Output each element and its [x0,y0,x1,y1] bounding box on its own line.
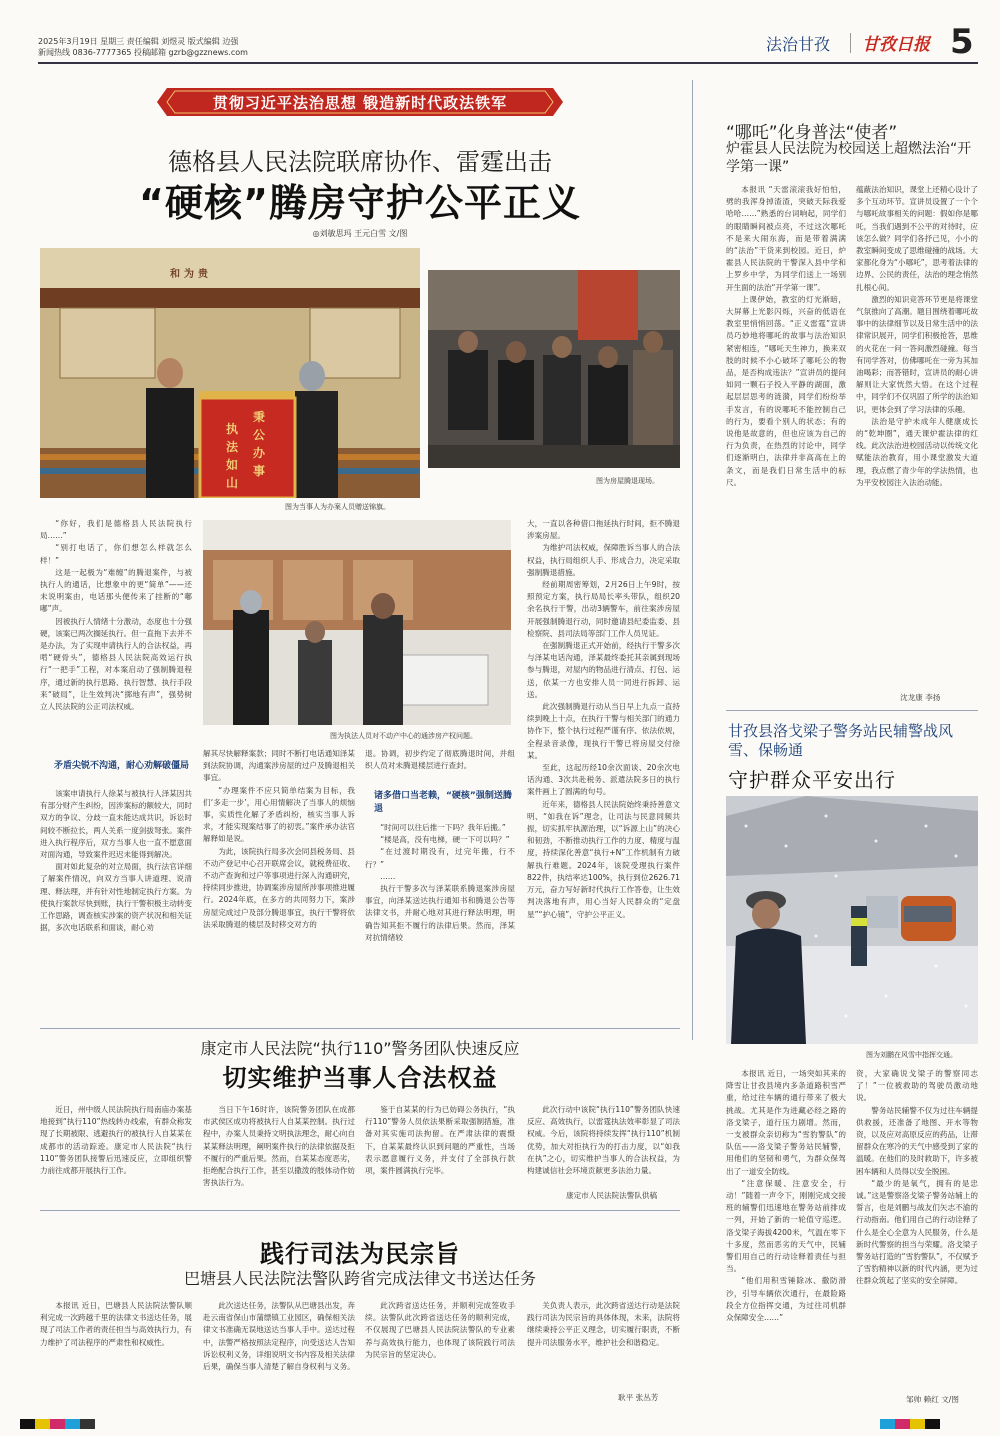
kangding-col-2 [203,1104,355,1202]
photo-eviction-scene [428,270,680,468]
kangding-col-4 [527,1104,680,1184]
plaque-char: 秉 [253,410,266,424]
paragraph: 为维护司法权威，保障胜诉当事人的合法权益，执行局组织人手、形成合力，决定采取强制腾退措施。 [527,543,680,577]
paragraph: 该案申请执行人徐某与被执行人泽某因共有部分财产生纠纷，因涉案标的额较大，同时双方的争议、分歧一直未能达成共识，诉讼时间较不断拉长，两人关系一度剑拔弩张。案件进入执行程序后，双方当事人也一直不愿意面对面沟通，导致案件迟迟未能得到解决。 [40,789,192,860]
main-kicker: 德格县人民法院联席协作、雷霆出击 [168,148,552,176]
paper-name: 甘孜日报 [862,35,930,55]
photo-snow-drawing [726,796,978,1044]
photo1-caption: 图为当事人为办案人员赠送锦旗。 [285,503,390,511]
photo-office-drawing [203,520,511,725]
paragraph: 鉴于自某某的行为已妨碍公务执行，“执行110”警务人员依法果断采取强制措施，准备对其实施司法拘留。在严肃法律的震慑下，自某某最终认识到问题的严重性，当场表示愿意履行义务，并支付了全部执行款项，案件圆满执行完毕。 [365,1105,515,1176]
subhead-1: 矛盾尖锐不沟通，耐心劝解破僵局 [54,761,190,771]
contact-line: 新闻热线 0836-7777365 投稿邮箱 gzrb@gzznews.com [38,48,248,57]
main-col3 [365,748,515,778]
paragraph: 蕴蔽法治知识，课堂上还精心设计了多个互动环节。宣讲员设置了一个个与哪吒故事相关的问题：假如你是哪吒，当我们遇到不公平的对待时，应该怎么做？同学们各抒己见，小小的教室瞬间变成了思维碰撞的战场。大家都化身为“小哪吒”，思考着法律的边界、公民的责任，法治的理念悄然扎根心间。 [856,185,978,292]
sidebar-top-author: 沈龙康 李扬 [900,693,941,702]
paragraph: 激烈的知识竞答环节更是将课堂气氛推向了高潮。题目围绕着哪吒故事中的法律细节以及日常生活中的法律常识展开，同学们积极抢答，思维的火花在一问一答间激烈碰撞。每当有同学答对，仿佛哪吒在一旁为其加油喝彩；而答错时，宣讲员的耐心讲解则让大家恍然大悟。在这个过程中，同学们不仅巩固了所学的法治知识，更体会到了学习法律的乐趣。 [856,294,978,414]
paragraph: 本报讯 近日，巴塘县人民法院法警队顺利完成一次跨越千里的法律文书送达任务，展现了司法工作者的责任担当与高效执行力，有力维护了司法程序的严肃性和权威性。 [40,1301,192,1347]
plaque-char: 法 [226,440,239,454]
paragraph: “楼是高，没有电梯，硬一下可以吗？” [380,835,510,845]
color-registration-right [880,1414,980,1424]
photo-eviction-drawing [428,270,680,468]
page-number: 5 [950,22,974,62]
section-name: 法治甘孜 [766,35,831,54]
sidebar-bottom-title: 守护群众平安出行 [728,768,896,792]
plaque-char: 公 [253,428,266,442]
paragraph: 经前期周密筹划，2月26日上午9时，按照预定方案，执行局局长率头带队，组织20余名执行干警，出动3辆警车，前往案涉房屋开展强制腾退行动，同时邀请县纪委监委、县检察院、县司法局等部门工作人员见证。 [527,580,680,638]
batang-col-2 [203,1300,355,1396]
kangding-kicker: 康定市人民法院“执行110”警务团队快速反应 [200,1039,520,1058]
banner-text: 贯彻习近平法治思想 锻造新时代政法铁军 [212,94,508,112]
subhead-2: 诸多借口当老赖，“硬核”强制送腾退 [374,791,512,814]
paragraph: 法治是守护未成年人健康成长的“乾坤圈”，通天课炉霍法律的红线。此次法治进校园活动以传统文化赋能法治教育，用小课堂激发大道理，我点燃了青少年的学法热情，也为平安校园注入法治动能。 [856,416,978,487]
main-col2 [203,748,355,1016]
paragraph: 此次行动中该院“执行110”警务团队快速反应、高效执行，以雷霆执法效率彰显了司法权威。今后，该院将持续发挥“执行110”机制优势，加大对拒执行为的打击力度，以“如我在执”之心，切实维护当事人的合法权益，为构建诚信社会环境贡献更多法治力量。 [527,1105,680,1176]
main-col4 [527,518,680,1016]
paragraph: 近年来，德格县人民法院始终秉持善意文明、“如我在诉”理念，让司法与民意同频共振，切实抓牢执源治理，以“诉源上山”的决心和韧劲，不断推动执行工作的力度、精度与温度，持续深化善意“执行+N”工作机制有力破解执行难题。2024年，该院受理执行案件822件，执结率达100%，执行到位2626.71万元，奋力写好新时代执行工作答卷，让生效判决落地有声，用心当好人民群众的“定盘星”“护心镜”，守护公平正义。 [527,799,680,919]
plaque-char: 如 [226,458,239,472]
kangding-title: 切实维护当事人合法权益 [222,1064,498,1092]
date-line: 2025年3月19日 星期三 责任编辑 刘煜灵 版式编辑 边强 [38,37,239,46]
paragraph: …… [380,871,396,881]
sidebar-bottom-kicker: 甘孜县洛戈梁子警务站民辅警战风雪、保畅通 [728,722,954,759]
batang-kicker: 践行司法为民宗旨 [260,1240,460,1268]
color-registration-left [20,1414,140,1424]
paragraph: “在过渡时期没有，过完年搬，行不行？” [365,847,515,869]
paragraph: “办理案件不应只简单结案为目标，我们‘多走一步’，用心用情解决了当事人的烦恼事，实质性化解了矛盾纠纷，核实当事人诉求，才能实现案结事了的初衷。”案件承办法官解释如是说。 [203,785,355,844]
paragraph: 上课伊始，教室的灯光渐暗，大屏幕上光影闪烁，兴奋的低语在教室里悄悄回荡。“正义雷霆”宣讲员巧妙地将哪吒的故事与法治知识紧密相连，“哪吒天生神力，换来双肢的时候不小心破坏了哪吒公的物品，是否构成违法？”宣讲员的提问如同一颗石子投入平静的湖面，激起层层思考的涟漪，同学们纷纷举手发言，有的说哪吒不能控制自己的行为，要看个别人的状态；有的说他是故意的，但也应该为自己的行为负责，在热烈的讨论中，同学们逐渐明白，法律并非高高在上的条文，而是我们日常生活中的标尺。 [726,294,846,487]
kangding-top-rule [40,1028,680,1029]
paragraph: 面对如此复杂的对立局面，执行法官详细了解案件情况，向双方当事人讲道理、说清理、释法理，并有针对性地制定执行方案。为使执行案款尽快到账，执行干警积极主动转变工作思路，调查核实涉案的资产状况和相关证据，多次电话联系和面谈，耐心劝 [40,862,192,933]
sidebar-bottom-author: 邹帅 赖红 文/图 [906,1395,959,1404]
paragraph: 近日，州中级人民法院执行局南庙办案基地接到“执行110”热线转办线索，有群众称发现了长期被限、逃避执行的被执行人自某某在成都市的活动踪迹。康定市人民法院“执行110”警务团队接警后迅速反应，立即组织警力前往成都开展执行工作。 [40,1105,192,1176]
sidebar-top-title: 炉霍县人民法院为校园送上超燃法治“开学第一课” [726,141,972,175]
sidebar-top-kicker: “哪吒”化身普法“使者” [726,123,898,143]
sidebar-top-col-a [726,184,846,704]
paragraph: 解其尽快解释案款；同时不断打电话通知泽某到法院协调，沟通案涉房屋的过户及腾退相关事宜。 [203,749,355,783]
main-col1b [40,788,192,1016]
photo-property-office [203,520,511,725]
main-col3b [365,822,515,1016]
plaque-col-right [253,408,267,480]
batang-author: 耿平 张丛芳 [618,1393,659,1402]
paragraph: 此次跨省送达任务，并顺利完成签收手续。法警队此次跨省送达任务的顺利完成，不仅展现了巴塘县人民法院法警队的专业素养与高效执行能力，也体现了该院践行司法为民宗旨的坚定决心。 [365,1301,515,1359]
paragraph: 为此，该院执行局多次会同县税务局、县不动产登记中心召开联席会议，就税费征收、不动产查询和过户等事项进行深入沟通研究，持续同步推进，协调案涉房屋所涉事项推进履行。2024年底，在多方的共同努力下，案涉房屋完成过户及部分腾退事宜，执行干警将依法采取腾退的楼层及时移交对方的 [203,846,355,929]
paragraph: 当日下午16时许，该院警务团队在成都市武侯区成功将被执行人自某某控制。执行过程中，办案人员秉持文明执法理念，耐心向自某某释法明理，阐明案件执行的法律依据及拒不履行的严重后果。然而，自某某态度恶劣，拒绝配合执行工作，甚至以撒泼的肢体动作妨害执法行为。 [203,1105,355,1188]
main-title: “硬核”腾房守护公平正义 [139,181,581,225]
sidebar-top-col-b [856,184,978,676]
column-rule [692,80,693,1040]
batang-title: 巴塘县人民法院法警队跨省完成法律文书送达任务 [183,1269,536,1288]
sidebar-bottom-col-b [856,1068,978,1390]
paragraph: 这是一起极为“难缠”的腾退案件，与被执行人的通话，比想象中的更“简单”——还未说明案由，电话那头便传来了挂断的“嘟嘟”声。 [40,567,192,614]
masthead [0,0,1000,64]
kangding-author: 康定市人民法院法警队供稿 [566,1191,658,1200]
paragraph: 此次强制腾退行动从当日早上九点一直持续到晚上十点，在执行干警与相关部门的通力协作下，整个执行过程严谨有序、依法依规，全程录音录像，现执行干警已将房屋交付徐某。 [527,702,680,760]
sidebar-bottom-col-a [726,1068,846,1390]
kangding-col-1 [40,1104,192,1202]
batang-col-4 [527,1300,680,1384]
plaque-top: 和为贵 [170,269,212,280]
paragraph: 退。协调，初步约定了彻底腾退时间，并组织人员对未腾退楼层进行查封。 [365,749,515,771]
paragraph: 执行干警多次与泽某联系腾退案涉房屋事宜，向泽某送达执行通知书和腾退公告等法律文书，并耐心地对其进行释法明理，明确告知其拒不履行的法律后果。然而，泽某对抗情绪较 [365,884,515,942]
snow-photo-caption: 图为刘鹏在风雪中指挥交通。 [866,1051,957,1059]
paragraph: “注意保暖、注意安全，行动！”随着一声令下，刚刚完成交接班的辅警们迅速地在警务站前排成一列，开始了新的一轮值守巡逻。洛戈梁子海拔4200米，气温在零下十多度，然而恶劣的天气中，民辅警们用自己的行动诠释着责任与担当。 [726,1178,846,1274]
sidebar-divider [726,710,978,711]
photo-banner-presentation [40,248,420,498]
paragraph: 至此，这起历经10余次面谈、20余次电话沟通、3次共赴税务、派遣法院多日的执行案件画上了圆满的句号。 [527,763,680,797]
paragraph: “最少的是氧气，拥有的是忠诚。”这是警察洛戈梁子警务站辅上的誓言，也是刘鹏与战友们矢志不渝的行动指南。他们用自己的行动诠释了什么是全心全意为人民服务，什么是新时代警察的担当与荣耀。洛戈梁子警务站打造的“雪豹警队”，不仅赋予了雪豹精神以新的时代内涵，更为过往群众筑起了坚实的安全屏障。 [856,1178,978,1286]
batang-col-3 [365,1300,515,1396]
paragraph: “他们用积雪锤除冰、撒防滑沙，引导车辆依次通行，在最险路段全方位指挥交通，为过往司机群众保障安全……” [726,1276,846,1323]
plaque-char: 执 [226,422,239,436]
paragraph: 本报讯 近日，一场突如其来的降雪让甘孜县境内多条道路积雪严重，给过往车辆的通行带来了极大挑战。尤其是作为进藏必经之路的洛戈梁子，道行压力剧增。然而，一支被群众亲切称为“雪豹警队”的队伍——洛戈梁子警务站民辅警，用他们的坚韧和勇气，为群众保驾出了一道安全防线。 [726,1069,846,1176]
batang-top-rule [40,1210,680,1211]
paragraph: 本报讯 “天雷滚滚我好怕怕，劈的我浑身掉渣渣，突破天际我爱哈哈……”熟悉的台词响起，同学们的眼睛瞬间被点亮，不过这次哪吒不是来大闹东海，而是带着满满的“法治”干货来到校园。近日，炉霍县人民法院的干警深入县中学和上罗乡中学，为同学们送上一场别开生面的法治“开学第一课”。 [726,185,846,292]
kangding-col-3 [365,1104,515,1202]
paragraph: 因被执行人情绪十分激动，态度也十分强硬，该案已两次搁延执行。但一直拖下去并不是办法，为了实现申请执行人的合法权益，再啃“硬骨头”，德格县人民法院高效运行执行“一把手”工程，对本案启动了强制腾退程序，通过新的执行思路、执行智慧、执行手段来“破局”，让生效判决“掷地有声”，强势树立人民法院的公正司法权威。 [40,616,192,712]
plaque-char: 山 [226,476,239,490]
photo-snow-police [726,796,978,1044]
paragraph: “别打电话了，你们想怎么样就怎么样！” [40,543,192,565]
banner [155,86,565,118]
photo3-caption: 图为执法人员对不动产中心的通涉房产权问题。 [330,732,477,740]
plaque-char: 办 [253,446,266,460]
section-divider [850,33,851,53]
paragraph: 大，一直以各种借口拖延执行时间，拒不腾退涉案房屋。 [527,519,680,541]
main-byline: ◎刘敏思玛 王元白雪 文/图 [312,229,408,238]
paragraph: “你好，我们是德格县人民法院执行局……” [40,519,192,541]
plaque-char: 事 [253,464,266,478]
masthead-rule [38,62,978,64]
paragraph: “时间可以往后推一下吗？我年后搬。” [380,823,506,832]
plaque-col-left [226,420,240,492]
paragraph: 资，大家确说戈梁子的警察同志了！”一位被救助的驾驶员激动地说。 [856,1069,978,1103]
paragraph: 在强制腾退正式开始前，经执行干警多次与泽某电话沟通，泽某最终委托其亲属到现场参与腾退，对屋内的物品进行清点、打包、运送，依某一方也安排人员一同进行拆卸、运送。 [527,641,680,699]
photo2-caption: 图为房屋腾退现场。 [596,477,659,485]
paragraph: 关负责人表示，此次跨省送达行动是法院践行司法为民宗旨的具体体现，未来，法院将继续秉持公平正义理念，切实履行职责，不断提升司法服务水平，维护社会和谐稳定。 [527,1301,680,1347]
paragraph: 警务站民辅警不仅为过往车辆提供救援，还准备了地图、开水等物资，以及应对高原反应的药品，让滞留群众在寒冷的天气中感受到了家的温暖。在他们的及时救助下，许多被困车辆和人员得以安全脱困。 [856,1105,978,1176]
batang-col-1 [40,1300,192,1396]
paragraph: 此次送达任务，法警队从巴塘县出发，奔赴云南省保山市蒲缥镇工业园区，确保相关法律文书准确无误地送达当事人手中。送达过程中，法警严格按照法定程序，向受送达人告知诉讼权利义务，详细说明文书内容及相关法律后果，确保当事人清楚了解自身权利与义务。 [203,1301,355,1372]
main-col1 [40,518,192,818]
